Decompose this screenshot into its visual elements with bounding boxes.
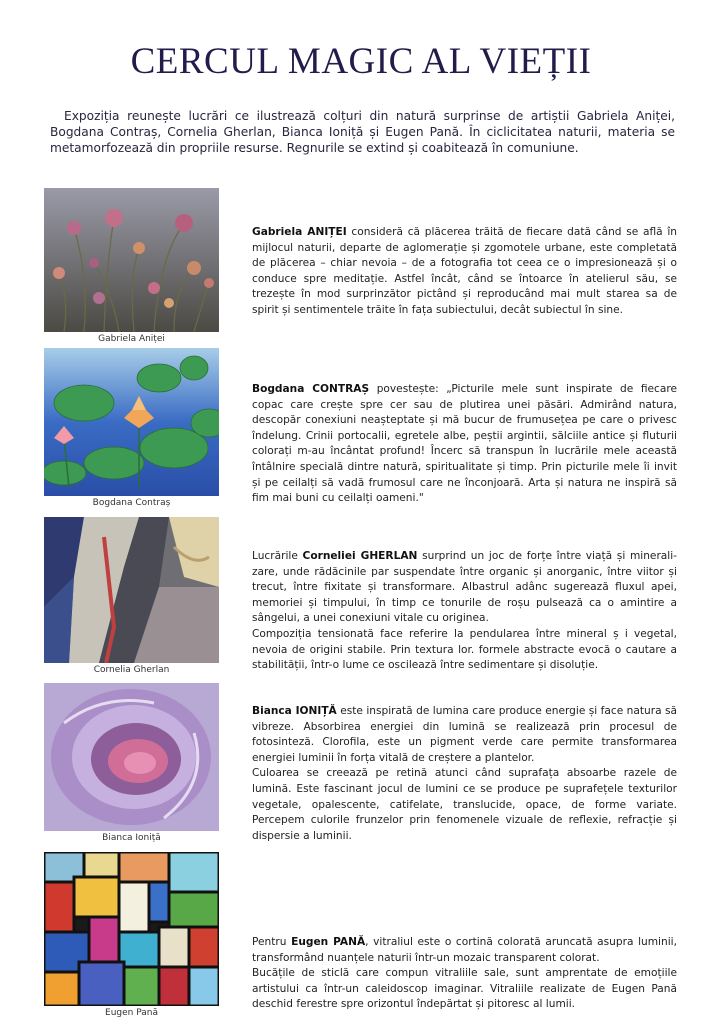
artist-name: Bianca IONIȚĂ [252,705,337,717]
artwork-caption: Bianca Ioniță [102,833,161,843]
intro-paragraph: Expoziția reunește lucrări ce ilustrează colțuri din natură surprinse de artiștii Gabriela Aniței, Bogdana Contraș, Cornelia Gherlan, Bianca Ioniță și Eugen Pană. În ciclicitatea naturii, materia se metamorfozează din propriile resurse. Regnurile se extind și coabitează în comuniune. [50,109,675,155]
artwork-gherlan [44,517,219,675]
artist-name: Gabriela ANIȚEI [252,226,347,238]
artwork-pana [44,852,219,1018]
artist-name: Corneliei GHERLAN [302,550,418,562]
artwork-caption: Gabriela Aniței [98,334,165,344]
artwork-caption: Eugen Pană [105,1008,158,1018]
artist-text-pana: Pentru Eugen PANĂ, vitraliul este o cortină colorată aruncată asupra luminii, transformând nuanțele naturii într-un mozaic transparent colorat. Bucățile de sticlă care compun vitraliile sale, sunt amprentate de emoțiile artistului ca într-un caleidoscop imaginar. Vitraliile realizate de Eugen Pană deschid ferestre spre orizontul îndepărtat și pitoresc al lumii. [252,936,677,1011]
cabbage-painting [44,683,219,831]
artist-text-gherlan: Lucrările Corneliei GHERLAN surprind un joc de forțe între viață și minerali-zare, unde rădăcinile par suspendate între organic și anorganic, între viitor și trecut, între fixitate și transformare. Albastrul adânc sugerează fluxul apei, memoriei și timpului, în timp ce tonurile de roșu pulsează ca o amintire a sângelui, a unei conexiuni vitale cu originea. Compoziția tensionată face referire la pendularea între mineral ș i vegetal, nevoia de origini stabile. Prin textura lor. formele abstracte evocă o cautare a stabilității, într-o lume ce oscilează între sedimentare și disoluție. [252,550,677,672]
artwork-anitei [44,188,219,344]
artist-text-anitei: Gabriela ANIȚEI consideră că plăcerea trăită de fiecare dată când se află în mijlocul naturii, departe de aglomerație și zgomotele urbane, este completată de plăcerea – chiar nevoia – de a fotografia tot ceea ce o impresionează și o conduce spre meditație. Astfel încât, când se întoarce în atelierul său, se trezește în mod surprinzător pictând și reproducând mai mult starea sa de spirit și sentimentele trăite în fața subiectului, decât subiectul în sine. [252,226,677,316]
thistle-painting [44,188,219,332]
artwork-ionita [44,683,219,843]
artist-name: Bogdana CONTRAȘ [252,383,370,395]
stained-glass [44,852,219,1006]
artwork-caption: Cornelia Gherlan [93,665,170,675]
artwork-contras [44,348,219,508]
artist-text-ionita: Bianca IONIȚĂ este inspirată de lumina care produce energie și face natura să vibreze. Absorbirea energiei din lumină se realizează prin procesul de fotosinteză. Clorofila, este un pigment verde care permite transformarea energiei luminii în forța vitală de creștere a plantelor. Culoarea se creează pe retină atunci când suprafața absoarbe razele de lumină. Este fascinant jocul de lumini ce se produce pe suprafețele texturilor vegetale, opalescente, catifelate, translucide, opace, de forme variate. Percepem culorile frunzelor prin fenomenele vizuale de reflexie, refracție și dispersie a luminii. [252,705,677,842]
artist-text-contras: Bogdana CONTRAȘ povestește: „Picturile mele sunt inspirate de fiecare copac care crește spre cer sau de plutirea unei păsări. Admirând natura, descopăr conexiuni neașteptate și mă bucur de frumusețea pe care o privesc îndelung. Crinii portocalii, egretele albe, peștii argintii, sălciile antice și fluturii colorați m-au încântat profund! Încerc să transpun în lucrările mele această întâlnire specială dintre natură, spiritualitate și timp. Prin picturile mele îi invit și pe ceilalți să vadă frumosul care ne înconjoară. Arta și natura ne inspiră să fim mai buni cu ceilalți oameni." [252,383,677,505]
page-title: CERCUL MAGIC AL VIEȚII [130,41,592,82]
lotus-painting [44,348,219,496]
mineral-painting [44,517,219,663]
artwork-caption: Bogdana Contraș [92,498,171,508]
artist-name: Eugen PANĂ [291,936,366,948]
